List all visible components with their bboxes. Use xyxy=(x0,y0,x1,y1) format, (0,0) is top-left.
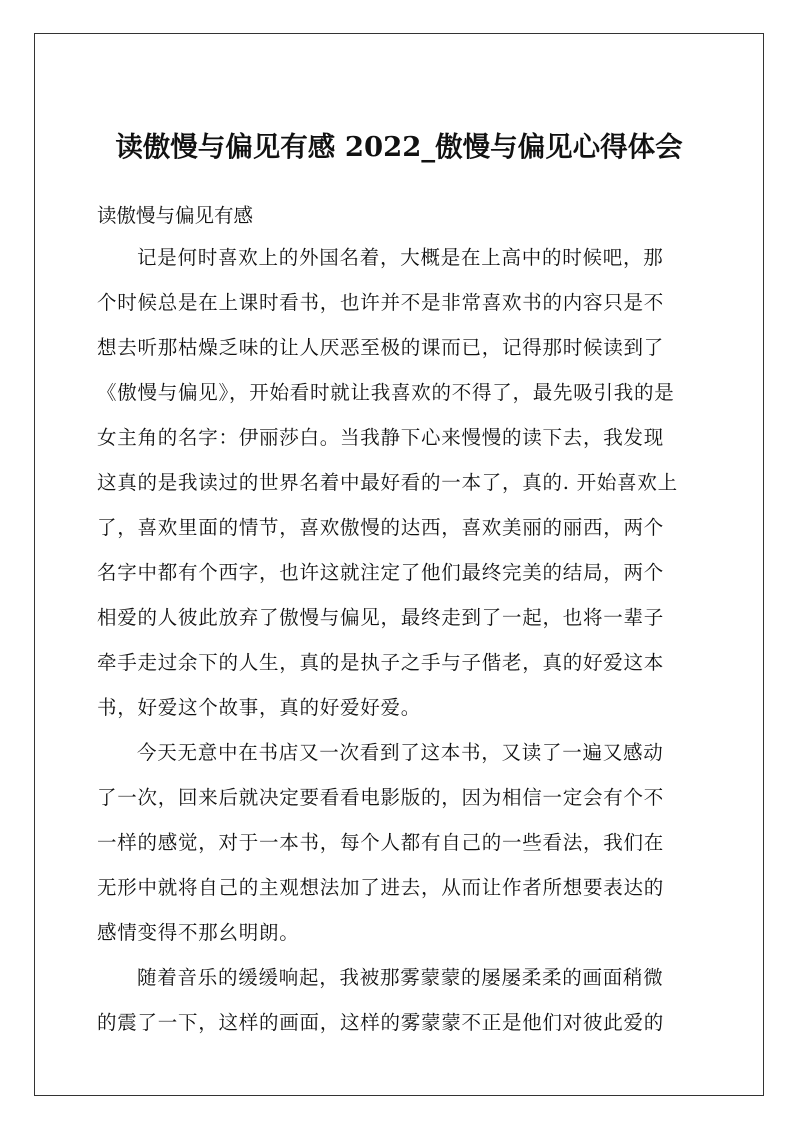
paragraph-1-line: 相爱的人彼此放弃了傲慢与偏见，最终走到了一起，也将一辈子 xyxy=(97,606,665,629)
paragraph-2-line: 无形中就将自己的主观想法加了进去，从而让作者所想要表达的 xyxy=(97,876,665,899)
paragraph-1-line: 个时候总是在上课时看书，也许并不是非常喜欢书的内容只是不 xyxy=(97,291,665,314)
paragraph-1-line: 想去听那枯燥乏味的让人厌恶至极的课而已，记得那时候读到了 xyxy=(97,336,665,359)
paragraph-3-line: 随着音乐的缓缓响起，我被那雾蒙蒙的屡屡柔柔的画面稍微 xyxy=(137,966,664,989)
paragraph-2-line: 一样的感觉，对于一本书，每个人都有自己的一些看法，我们在 xyxy=(97,831,665,854)
paragraph-2-line: 了一次，回来后就决定要看看电影版的，因为相信一定会有个不 xyxy=(97,786,665,809)
paragraph-1-line: 名字中都有个西字，也许这就注定了他们最终完美的结局，两个 xyxy=(97,561,665,584)
paragraph-1-line: 《傲慢与偏见》，开始看时就让我喜欢的不得了，最先吸引我的是 xyxy=(97,381,675,404)
paragraph-1-line: 牵手走过余下的人生，真的是执子之手与子偕老，真的好爱这本 xyxy=(97,651,665,674)
document-subtitle: 读傲慢与偏见有感 xyxy=(97,204,254,227)
document-title: 读傲慢与偏见有感 2022_傲慢与偏见心得体会 xyxy=(115,131,683,163)
paragraph-2-line: 感情变得不那幺明朗。 xyxy=(97,921,300,944)
paragraph-3-line: 的震了一下，这样的画面，这样的雾蒙蒙不正是他们对彼此爱的 xyxy=(97,1011,665,1034)
paragraph-1-line: 记是何时喜欢上的外国名着，大概是在上高中的时候吧，那 xyxy=(137,246,664,269)
paragraph-1-line: 书，好爱这个故事，真的好爱好爱。 xyxy=(97,696,422,719)
paragraph-1-line: 这真的是我读过的世界名着中最好看的一本了，真的. 开始喜欢上 xyxy=(97,471,678,494)
paragraph-1-line: 女主角的名字：伊丽莎白。当我静下心来慢慢的读下去，我发现 xyxy=(97,426,665,449)
paragraph-1-line: 了，喜欢里面的情节，喜欢傲慢的达西，喜欢美丽的丽西，两个 xyxy=(97,516,665,539)
paragraph-2-line: 今天无意中在书店又一次看到了这本书，又读了一遍又感动 xyxy=(137,741,664,764)
